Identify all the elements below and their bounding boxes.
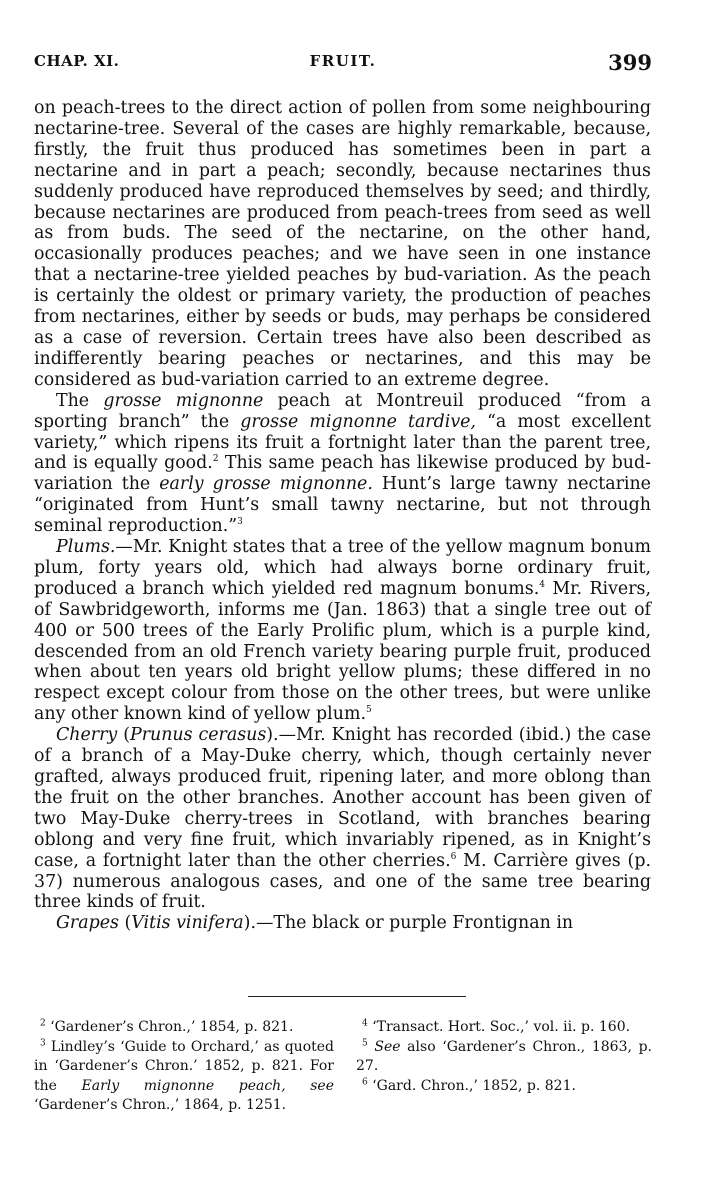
body-text bbox=[34, 98, 651, 934]
footnotes-right-column bbox=[356, 1018, 652, 1096]
text-run: Hunt’s large tawny nectarine “originated from Hunt’s small tawny nectarine, but not through seminal reproduction.” bbox=[34, 474, 651, 537]
text-run: also ‘Gardener’s Chron., 1863, p. 27. bbox=[356, 1038, 652, 1074]
text-run: ‘Gardener’s Chron.,’ 1854, p. 821. bbox=[45, 1019, 294, 1035]
paragraph bbox=[34, 725, 651, 913]
text-run: “a most excellent variety,” which ripens its fruit a fortnight later than the parent tree, and is equally good. bbox=[34, 411, 652, 474]
footnote-marker: 3 bbox=[40, 1037, 46, 1048]
italic-text: Plums. bbox=[56, 537, 116, 558]
text-run bbox=[286, 1078, 311, 1094]
running-header bbox=[34, 52, 652, 82]
footnote-marker: 6 bbox=[362, 1076, 368, 1087]
paragraph bbox=[34, 913, 651, 934]
italic-text: see bbox=[310, 1077, 334, 1094]
italic-text: Cherry bbox=[56, 725, 118, 746]
text-run: ‘Transact. Hort. Soc.,’ vol. ii. p. 160. bbox=[367, 1019, 631, 1035]
footnote-marker: 3 bbox=[237, 517, 243, 528]
footnote-rule bbox=[248, 996, 466, 997]
footnotes-left-column bbox=[34, 1018, 334, 1116]
footnote-marker: 5 bbox=[365, 705, 372, 716]
text-run: ‘Gard. Chron.,’ 1852, p. 821. bbox=[367, 1077, 576, 1094]
paragraph bbox=[34, 98, 651, 391]
text-run: peach at Montreuil produced “from a sporting branch” the bbox=[34, 390, 651, 432]
italic-text: grosse mignonne tardive, bbox=[240, 411, 476, 432]
footnote-marker: 6 bbox=[450, 851, 457, 862]
footnote-marker: 4 bbox=[362, 1018, 368, 1029]
italic-text: grosse mignonne bbox=[103, 390, 264, 411]
text-run: Mr. Rivers, of Sawbridgeworth, informs me (Jan. 1863) that a single tree out of 400 or 500 trees of the Early Prolific plum, which is a purple kind, descended from an old French variety bearing purple fruit, produced when about ten years old bright yellow plums; these differed in no respect except colour from those on the other trees, but were unlike any other known kind of yellow plum. bbox=[34, 578, 651, 725]
italic-text: early grosse mignonne. bbox=[159, 474, 373, 495]
italic-text: Vitis vinifera bbox=[131, 913, 244, 934]
text-run: —Mr. Knight states that a tree of the yellow magnum bonum plum, forty years old, which had always borne ordinary fruit, produced a branch which yielded red magnum bonums. bbox=[34, 537, 651, 599]
page-number: 399 bbox=[608, 50, 652, 75]
text-run: The bbox=[56, 390, 104, 411]
paragraph bbox=[34, 537, 651, 725]
paragraph bbox=[34, 391, 651, 537]
italic-text: See bbox=[374, 1038, 401, 1055]
text-run: ‘Gardener’s Chron.,’ 1864, p. 1251. bbox=[34, 1097, 287, 1113]
footnote bbox=[356, 1018, 652, 1038]
text-run: ( bbox=[118, 913, 132, 934]
text-run: This same peach has likewise produced by bud-variation the bbox=[34, 453, 651, 495]
footnote bbox=[356, 1077, 652, 1097]
footnote-marker: 2 bbox=[40, 1018, 46, 1029]
text-run: on peach-trees to the direct action of pollen from some neighbouring nectarine-tree. Several of the cases are highly remarkable, because, firstly, the fruit thus produced has sometimes been in part a nectarine and in part a peach; secondly, because nectarines thus suddenly produced have reproduced themselves by seed; and thirdly, because nectarines are produced from peach-trees from seed as well as from buds. The seed of the nectarine, on the other hand, occasionally produces peaches; and we have seen in one instance that a nectarine-tree yielded peaches by bud-variation. As the peach is certainly the oldest or primary variety, the production of peaches from nectarines, either by seeds or buds, may perhaps be considered as a case of reversion. Certain trees have also been described as indifferently bearing peaches or nectarines, and this may be considered as bud-variation carried to an extreme degree. bbox=[34, 98, 651, 390]
running-title: FRUIT. bbox=[309, 52, 377, 70]
text-run: ( bbox=[117, 725, 130, 746]
footnote-marker: 2 bbox=[212, 454, 219, 465]
footnote-marker: 4 bbox=[539, 580, 545, 591]
footnote bbox=[34, 1018, 334, 1038]
footnote bbox=[34, 1038, 334, 1116]
chapter-label: CHAP. XI. bbox=[34, 52, 120, 70]
text-run: ).—The black or purple Frontignan in bbox=[243, 913, 574, 934]
text-run: M. Carrière gives (p. 37) numerous analogous cases, and one of the same tree bearing three kinds of fruit. bbox=[34, 850, 651, 913]
italic-text: Early mignonne peach, bbox=[81, 1077, 286, 1094]
italic-text: Grapes bbox=[56, 913, 119, 934]
footnote-marker: 5 bbox=[362, 1037, 368, 1048]
text-run: Lindley’s ‘Guide to Orchard,’ as quoted in ‘Gardener’s Chron.’ 1852, p. 821. For the bbox=[34, 1038, 334, 1094]
italic-text: Prunus cerasus bbox=[130, 725, 267, 746]
text-run: ).—Mr. Knight has recorded (ibid.) the case of a branch of a May-Duke cherry, which, though certainly never grafted, always produced fruit, ripening later, and more oblong than the fruit on the other branches. Another account has been given of two May-Duke cherry-trees in Scotland, with branches bearing oblong and very fine fruit, which invariably ripened, as in Knight’s case, a fortnight later than the other cherries. bbox=[34, 725, 651, 871]
footnote bbox=[356, 1038, 652, 1077]
